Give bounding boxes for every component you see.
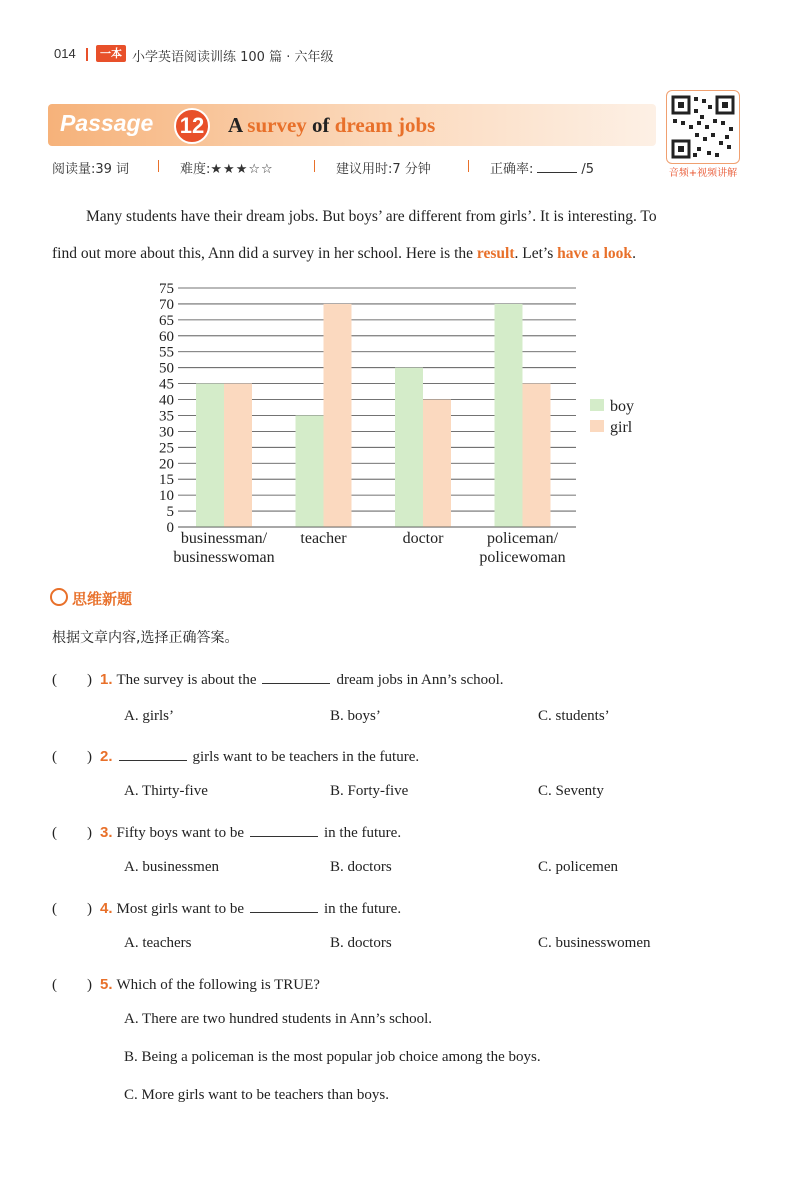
legend-label: boy — [610, 398, 634, 415]
option-b[interactable]: B. doctors — [330, 935, 392, 951]
qr-caption: 音频+视频讲解 — [668, 168, 738, 179]
passage-text: . — [632, 245, 636, 262]
y-tick-label: 20 — [159, 456, 174, 473]
question-number: 4. — [100, 900, 113, 917]
option-b[interactable]: B. doctors — [330, 859, 392, 875]
y-tick-label: 65 — [159, 312, 174, 329]
brain-icon — [50, 588, 68, 606]
qr-code-icon — [667, 91, 739, 163]
book-title: 小学英语阅读训练 100 篇 · 六年级 — [132, 50, 334, 65]
option-a[interactable]: A. girls’ — [124, 708, 174, 724]
question-number: 3. — [100, 824, 113, 841]
y-tick-label: 60 — [159, 328, 174, 345]
x-tick-label: businesswoman — [173, 549, 275, 566]
y-tick-label: 50 — [159, 360, 174, 377]
answer-paren[interactable]: ( ) — [52, 977, 92, 993]
option-a[interactable]: A. teachers — [124, 935, 192, 951]
option-c[interactable]: C. policemen — [538, 859, 618, 875]
y-tick-label: 5 — [166, 504, 174, 521]
option-a[interactable]: A. There are two hundred students in Ann’s school. — [124, 1011, 433, 1027]
question-text: in the future. — [324, 901, 402, 917]
section-heading — [50, 588, 132, 609]
legend-swatch-girl — [590, 420, 604, 432]
option-c[interactable]: C. Seventy — [538, 783, 604, 799]
title-word: dream — [334, 113, 393, 137]
fill-blank — [250, 836, 318, 837]
fill-blank — [119, 760, 187, 761]
header-divider — [86, 48, 88, 61]
title-word: jobs — [397, 113, 436, 137]
question-text: dream jobs in Ann’s school. — [336, 672, 504, 688]
question-text: The survey is about the — [116, 672, 257, 688]
dream-jobs-bar-chart — [150, 278, 670, 574]
y-tick-label: 70 — [159, 296, 174, 313]
bar-boy — [495, 304, 523, 527]
bar-boy — [296, 415, 324, 527]
accuracy-label: 正确率: — [490, 162, 534, 177]
x-tick-label: policewoman — [479, 549, 566, 566]
section-heading-text: 思维新题 — [72, 590, 133, 608]
question-number: 1. — [100, 671, 113, 688]
suggested-time: 建议用时:7 分钟 — [336, 162, 431, 177]
question-text: Which of the following is TRUE? — [116, 977, 320, 993]
question-3 — [52, 821, 401, 842]
question-2 — [52, 745, 419, 766]
y-tick-label: 15 — [159, 472, 174, 489]
bar-girl — [324, 304, 352, 527]
option-c[interactable]: C. students’ — [538, 708, 610, 724]
answer-paren[interactable]: ( ) — [52, 901, 92, 917]
y-tick-label: 30 — [159, 424, 174, 441]
option-b[interactable]: B. Forty-five — [330, 783, 409, 799]
title-word: of — [312, 113, 330, 137]
fill-blank — [250, 912, 318, 913]
highlight-phrase: have a look — [557, 245, 633, 262]
y-tick-label: 75 — [159, 281, 174, 297]
difficulty-label: 难度: — [180, 162, 211, 177]
option-a[interactable]: A. businessmen — [124, 859, 219, 875]
passage-title — [228, 113, 435, 138]
x-tick-label: doctor — [402, 530, 444, 547]
x-tick-label: teacher — [300, 530, 347, 547]
highlight-word: result — [476, 245, 515, 262]
answer-paren[interactable]: ( ) — [52, 825, 92, 841]
info-divider — [314, 160, 315, 172]
y-tick-label: 25 — [159, 440, 174, 457]
x-tick-label: policeman/ — [486, 530, 559, 547]
option-b[interactable]: B. Being a policeman is the most popular job choice among the boys. — [124, 1049, 541, 1065]
question-number: 5. — [100, 976, 113, 993]
title-word: A — [228, 113, 243, 137]
answer-paren[interactable]: ( ) — [52, 749, 92, 765]
question-number: 2. — [100, 748, 113, 765]
question-1 — [52, 668, 504, 689]
bar-girl — [224, 384, 252, 527]
page-number: 014 — [54, 46, 76, 61]
passage-label: Passage — [60, 110, 154, 136]
x-tick-label: businessman/ — [180, 530, 268, 547]
legend-label: girl — [610, 419, 633, 436]
fill-blank — [262, 683, 330, 684]
question-text: in the future. — [324, 825, 402, 841]
question-5 — [52, 973, 320, 994]
question-4 — [52, 897, 401, 918]
y-tick-label: 0 — [166, 520, 174, 536]
passage-text: find out more about this, Ann did a survey in her school. Here is the — [52, 245, 477, 262]
y-tick-label: 35 — [159, 408, 174, 425]
difficulty — [180, 158, 274, 177]
passage-number: 12 — [174, 108, 210, 144]
info-divider — [158, 160, 159, 172]
accuracy — [490, 158, 594, 177]
option-a[interactable]: A. Thirty-five — [124, 783, 208, 799]
option-c[interactable]: C. More girls want to be teachers than boys. — [124, 1087, 389, 1103]
accuracy-total: /5 — [581, 162, 595, 177]
passage-text: . Let’s — [514, 245, 558, 262]
question-text: girls want to be teachers in the future. — [192, 749, 420, 765]
y-tick-label: 40 — [159, 392, 174, 409]
brand-logo: 一本 — [96, 45, 126, 62]
accuracy-blank[interactable] — [537, 172, 577, 173]
bar-boy — [196, 384, 224, 527]
legend-swatch-boy — [590, 399, 604, 411]
y-tick-label: 55 — [159, 344, 174, 361]
qr-code[interactable] — [666, 90, 740, 164]
instruction: 根据文章内容,选择正确答案。 — [52, 630, 239, 646]
y-tick-label: 10 — [159, 488, 174, 505]
bar-girl — [523, 384, 551, 527]
question-text: Most girls want to be — [116, 901, 245, 917]
passage-line-2 — [52, 235, 752, 272]
y-tick-label: 45 — [159, 376, 174, 393]
difficulty-stars-icon: ★★★☆☆ — [210, 162, 274, 177]
title-word: survey — [247, 113, 307, 137]
option-c[interactable]: C. businesswomen — [538, 935, 651, 951]
info-divider — [468, 160, 469, 172]
answer-paren[interactable]: ( ) — [52, 672, 92, 688]
passage-line-1: Many students have their dream jobs. But boys’ are different from girls’. It is interesting. To — [86, 208, 657, 225]
question-text: Fifty boys want to be — [116, 825, 245, 841]
bar-boy — [395, 368, 423, 527]
word-count: 阅读量:39 词 — [52, 162, 130, 177]
option-b[interactable]: B. boys’ — [330, 708, 381, 724]
bar-girl — [423, 400, 451, 527]
